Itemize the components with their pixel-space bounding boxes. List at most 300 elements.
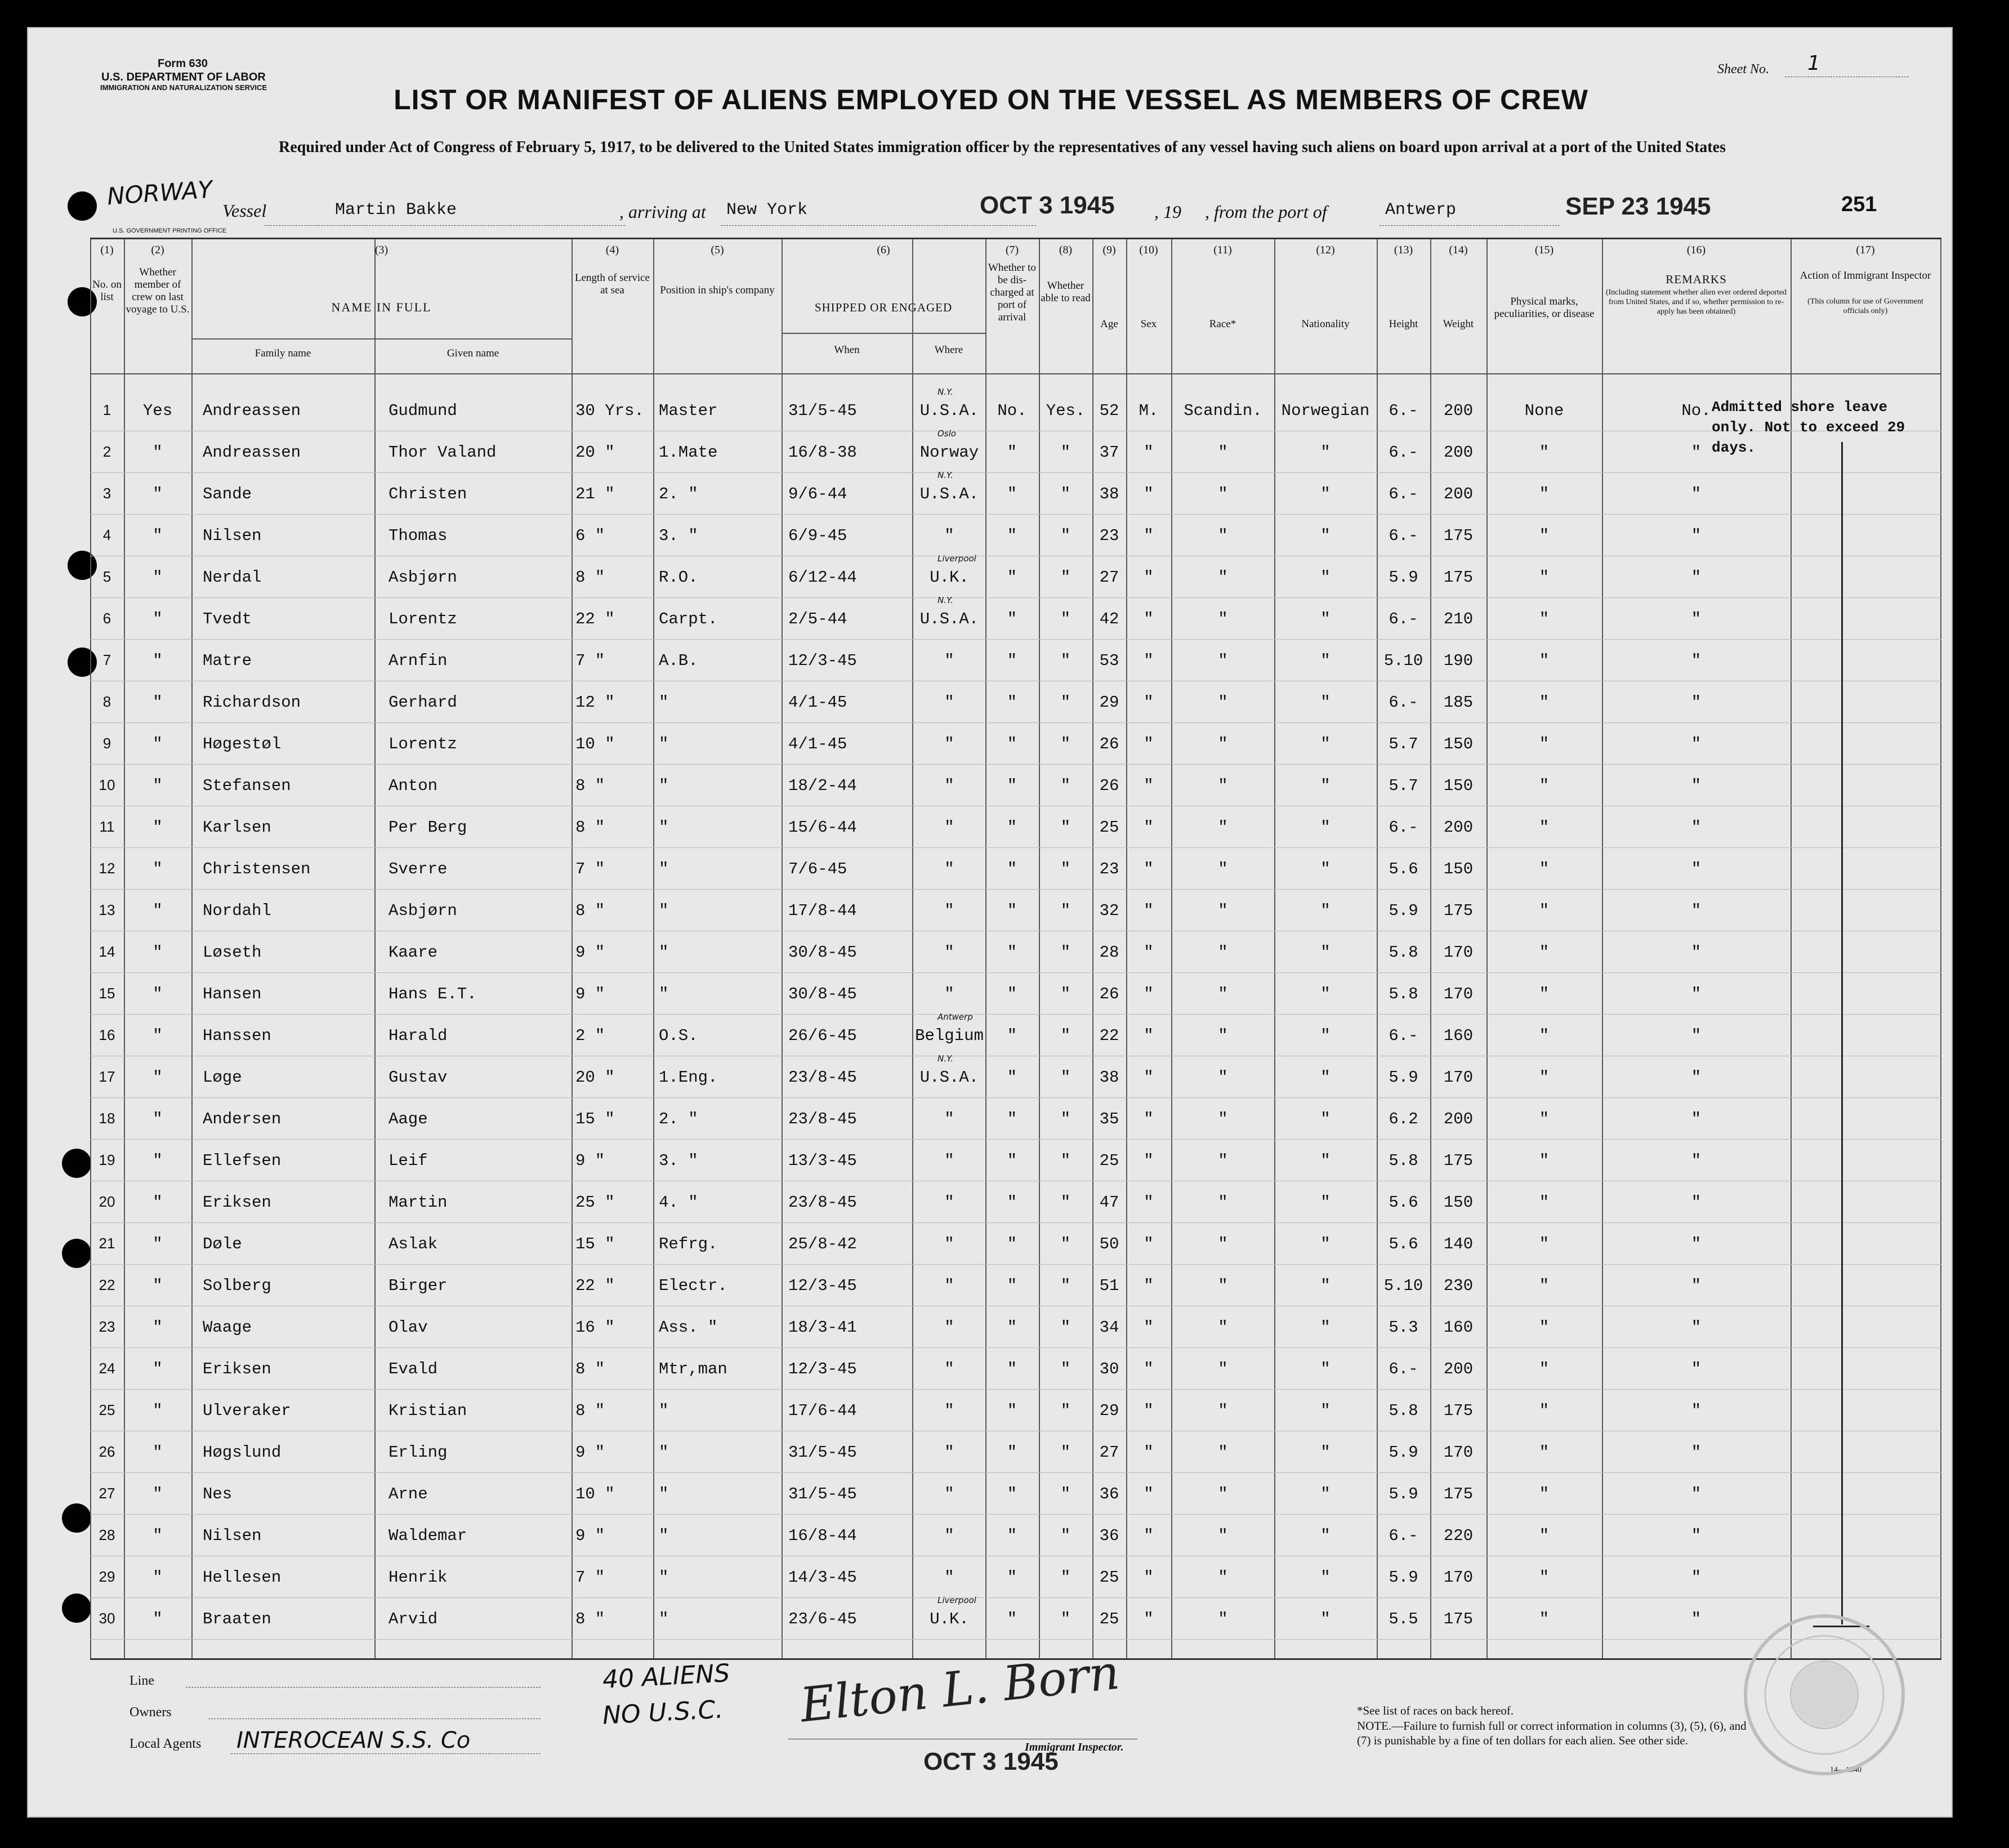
cell-when: 23/8-45 bbox=[788, 1110, 857, 1128]
cell-marks: " bbox=[1539, 943, 1550, 962]
form-code: 14—1340 bbox=[1830, 1766, 1861, 1774]
cell-discharged: " bbox=[1007, 1568, 1017, 1587]
cell-where: " bbox=[944, 1443, 954, 1462]
arrival-date-stamp: OCT 3 1945 bbox=[980, 191, 1115, 219]
cell-remarks: " bbox=[1691, 651, 1702, 670]
cell-given: Evald bbox=[389, 1360, 438, 1378]
cell-read: " bbox=[1060, 1110, 1071, 1128]
cell-no: 25 bbox=[99, 1401, 115, 1418]
cell-discharged: " bbox=[1007, 485, 1017, 503]
cell-discharged: " bbox=[1007, 1401, 1017, 1420]
aliens-count-note: 40 ALIENS bbox=[601, 1659, 731, 1694]
cell-given: Thomas bbox=[389, 526, 448, 545]
cell-read: " bbox=[1060, 1526, 1071, 1545]
header-position: Position in ship's company bbox=[660, 284, 775, 296]
cell-height: 6.- bbox=[1389, 1026, 1418, 1045]
cell-sex: " bbox=[1144, 1610, 1154, 1628]
cell-member: " bbox=[153, 1485, 163, 1503]
cell-read: " bbox=[1060, 776, 1071, 795]
vessel-name: Martin Bakke bbox=[335, 200, 457, 220]
shipped-header-rule bbox=[782, 333, 985, 334]
cell-remarks: " bbox=[1691, 1110, 1702, 1128]
table-row bbox=[90, 1054, 1941, 1100]
cell-sex: " bbox=[1144, 1151, 1154, 1170]
arrival-underline bbox=[721, 225, 1036, 226]
cell-sex: " bbox=[1144, 985, 1154, 1003]
cell-sex: " bbox=[1144, 1110, 1154, 1128]
cell-age: 23 bbox=[1099, 526, 1119, 545]
cell-given: Kristian bbox=[389, 1401, 467, 1420]
cell-no: 19 bbox=[99, 1151, 115, 1168]
cell-weight: 210 bbox=[1443, 610, 1474, 628]
row-rule bbox=[90, 1639, 1941, 1640]
cell-read: " bbox=[1060, 860, 1071, 878]
inspector-action-note: Admitted shore leave only. Not to exceed 29 days. bbox=[1712, 399, 1905, 456]
header-able-read: Whether able to read bbox=[1041, 280, 1091, 304]
table-row bbox=[90, 1141, 1941, 1183]
cell-read: " bbox=[1060, 901, 1071, 920]
cell-service: 20 " bbox=[575, 1068, 615, 1087]
cell-service: 8 " bbox=[575, 568, 605, 587]
form-number: Form 630 bbox=[158, 57, 208, 70]
cell-race: " bbox=[1218, 1068, 1228, 1087]
cell-marks: " bbox=[1539, 860, 1550, 878]
cell-read: " bbox=[1060, 568, 1071, 587]
cell-sex: " bbox=[1144, 1568, 1154, 1587]
cell-service: 10 " bbox=[575, 735, 615, 753]
cell-race: " bbox=[1218, 1360, 1228, 1378]
cell-weight: 190 bbox=[1443, 651, 1474, 670]
cell-height: 5.6 bbox=[1389, 860, 1418, 878]
cell-member: " bbox=[153, 485, 163, 503]
cell-no: 18 bbox=[99, 1110, 115, 1127]
row-rule bbox=[90, 722, 1941, 723]
cell-no: 26 bbox=[99, 1443, 115, 1460]
cell-read: " bbox=[1060, 610, 1071, 628]
cell-height: 5.7 bbox=[1389, 735, 1418, 753]
cell-weight: 220 bbox=[1443, 1526, 1474, 1545]
cell-read: " bbox=[1060, 485, 1071, 503]
cell-weight: 185 bbox=[1443, 693, 1474, 712]
cell-when: 4/1-45 bbox=[788, 693, 847, 712]
cell-service: 9 " bbox=[575, 985, 605, 1003]
header-member-last-voyage: Whether member of crew on last voyage to U.S. bbox=[126, 266, 190, 315]
cell-race: " bbox=[1218, 1443, 1228, 1462]
cell-when: 6/12-44 bbox=[788, 568, 857, 587]
cell-marks: " bbox=[1539, 1485, 1550, 1503]
cell-service: 2 " bbox=[575, 1026, 605, 1045]
cell-no: 1 bbox=[102, 401, 111, 418]
cell-race: " bbox=[1218, 526, 1228, 545]
cell-race: " bbox=[1218, 568, 1228, 587]
table-row bbox=[90, 933, 1941, 975]
where-city-note: Oslo bbox=[937, 428, 956, 439]
cell-position: " bbox=[659, 1443, 669, 1462]
cell-where: " bbox=[944, 1151, 954, 1170]
cell-service: 16 " bbox=[575, 1318, 615, 1337]
cell-discharged: " bbox=[1007, 860, 1017, 878]
cell-read: " bbox=[1060, 651, 1071, 670]
owners-underline bbox=[208, 1718, 541, 1719]
cell-read: " bbox=[1060, 443, 1071, 462]
departure-date-stamp: SEP 23 1945 bbox=[1565, 193, 1711, 220]
row-rule bbox=[90, 1472, 1941, 1473]
cell-race: " bbox=[1218, 901, 1228, 920]
cell-read: " bbox=[1060, 1360, 1071, 1378]
cell-member: " bbox=[153, 1610, 163, 1628]
column-number: (14) bbox=[1449, 244, 1468, 256]
cell-height: 5.7 bbox=[1389, 776, 1418, 795]
cell-no: 22 bbox=[99, 1276, 115, 1293]
cell-marks: " bbox=[1539, 1360, 1550, 1378]
cell-height: 5.9 bbox=[1389, 568, 1418, 587]
cell-height: 6.2 bbox=[1389, 1110, 1418, 1128]
cell-discharged: " bbox=[1007, 693, 1017, 712]
cell-position: " bbox=[659, 735, 669, 753]
cell-service: 8 " bbox=[575, 901, 605, 920]
row-rule bbox=[90, 1389, 1941, 1390]
cell-marks: " bbox=[1539, 1568, 1550, 1587]
page-number: 251 bbox=[1841, 193, 1877, 216]
cell-race: " bbox=[1218, 818, 1228, 837]
cell-given: Gudmund bbox=[389, 401, 457, 420]
cell-nationality: " bbox=[1320, 901, 1331, 920]
cell-race: " bbox=[1218, 1401, 1228, 1420]
cell-no: 11 bbox=[99, 818, 115, 835]
cell-position: 3. " bbox=[659, 526, 698, 545]
cell-when: 13/3-45 bbox=[788, 1151, 857, 1170]
cell-nationality: " bbox=[1320, 943, 1331, 962]
cell-sex: " bbox=[1144, 818, 1154, 837]
cell-where: U.S.A. bbox=[919, 485, 979, 503]
cell-height: 6.- bbox=[1389, 1360, 1418, 1378]
cell-discharged: " bbox=[1007, 1610, 1017, 1628]
row-rule bbox=[90, 1347, 1941, 1348]
row-rule bbox=[90, 1514, 1941, 1515]
table-row bbox=[90, 387, 1941, 433]
cell-height: 5.9 bbox=[1389, 1485, 1418, 1503]
cell-position: Refrg. bbox=[659, 1235, 718, 1253]
cell-race: " bbox=[1218, 485, 1228, 503]
cell-age: 35 bbox=[1099, 1110, 1119, 1128]
cell-no: 6 bbox=[102, 610, 111, 627]
header-physical-marks: Physical marks, peculiarities, or disease bbox=[1494, 296, 1595, 320]
departure-port: Antwerp bbox=[1385, 200, 1457, 220]
cell-age: 38 bbox=[1099, 485, 1119, 503]
cell-where: " bbox=[944, 1110, 954, 1128]
cell-family: Hellesen bbox=[203, 1568, 282, 1587]
cell-race: " bbox=[1218, 1235, 1228, 1253]
cell-service: 8 " bbox=[575, 818, 605, 837]
cell-discharged: " bbox=[1007, 1485, 1017, 1503]
cell-remarks: " bbox=[1691, 1235, 1702, 1253]
cell-discharged: " bbox=[1007, 1068, 1017, 1087]
column-number: (17) bbox=[1856, 244, 1875, 256]
cell-race: " bbox=[1218, 943, 1228, 962]
cell-no: 8 bbox=[102, 693, 111, 710]
cell-age: 26 bbox=[1099, 776, 1119, 795]
cell-discharged: " bbox=[1007, 943, 1017, 962]
cell-nationality: " bbox=[1320, 735, 1331, 753]
cell-remarks: " bbox=[1691, 485, 1702, 503]
cell-weight: 160 bbox=[1443, 1026, 1474, 1045]
cell-age: 27 bbox=[1099, 1443, 1119, 1462]
document-subtitle: Required under Act of Congress of February 5, 1917, to be delivered to the United States immigration officer by the representatives of any vessel having such aliens on board upon arrival at a port of the United States bbox=[279, 139, 1726, 156]
inspector-action-line bbox=[1841, 442, 1843, 1624]
embossed-seal bbox=[1734, 1605, 1914, 1785]
cell-where: " bbox=[944, 1235, 954, 1253]
cell-when: 26/6-45 bbox=[788, 1026, 857, 1045]
cell-position: 4. " bbox=[659, 1193, 698, 1212]
cell-marks: " bbox=[1539, 818, 1550, 837]
table-row bbox=[90, 470, 1941, 516]
cell-remarks: " bbox=[1691, 610, 1702, 628]
cell-nationality: " bbox=[1320, 776, 1331, 795]
cell-member: " bbox=[153, 1193, 163, 1212]
cell-service: 12 " bbox=[575, 693, 615, 712]
cell-discharged: " bbox=[1007, 1318, 1017, 1337]
cell-no: 21 bbox=[99, 1235, 115, 1252]
cell-where: " bbox=[944, 985, 954, 1003]
table-row bbox=[90, 850, 1941, 891]
row-rule bbox=[90, 1597, 1941, 1598]
cell-height: 5.9 bbox=[1389, 1568, 1418, 1587]
row-rule bbox=[90, 764, 1941, 765]
cell-sex: " bbox=[1144, 693, 1154, 712]
punch-hole bbox=[62, 1503, 91, 1533]
cell-member: " bbox=[153, 818, 163, 837]
cell-where: " bbox=[944, 1276, 954, 1295]
cell-height: 5.10 bbox=[1383, 1276, 1423, 1295]
cell-given: Lorentz bbox=[389, 735, 457, 753]
table-row bbox=[90, 1595, 1941, 1641]
header-race: Race* bbox=[1209, 318, 1236, 330]
cell-race: " bbox=[1218, 1485, 1228, 1503]
cell-when: 31/5-45 bbox=[788, 401, 857, 420]
cell-age: 26 bbox=[1099, 985, 1119, 1003]
cell-nationality: " bbox=[1320, 860, 1331, 878]
cell-weight: 175 bbox=[1443, 568, 1474, 587]
cell-remarks: " bbox=[1691, 985, 1702, 1003]
cell-race: " bbox=[1218, 1318, 1228, 1337]
cell-member: " bbox=[153, 901, 163, 920]
cell-family: Nes bbox=[203, 1485, 233, 1503]
cell-race: " bbox=[1218, 1026, 1228, 1045]
cell-remarks: " bbox=[1691, 1401, 1702, 1420]
cell-height: 5.6 bbox=[1389, 1235, 1418, 1253]
row-rule bbox=[90, 847, 1941, 848]
cell-marks: " bbox=[1539, 1068, 1550, 1087]
table-row bbox=[90, 1350, 1941, 1391]
header-discharged: Whether to be dis-charged at port of arrival bbox=[988, 262, 1036, 323]
header-when: When bbox=[834, 344, 860, 356]
country-note: NORWAY bbox=[106, 175, 213, 211]
cell-family: Stefansen bbox=[203, 776, 291, 795]
where-city-note: Liverpool bbox=[937, 1595, 976, 1605]
cell-family: Eriksen bbox=[203, 1360, 271, 1378]
cell-discharged: " bbox=[1007, 443, 1017, 462]
row-rule bbox=[90, 1139, 1941, 1140]
cell-given: Christen bbox=[389, 485, 467, 503]
cell-marks: " bbox=[1539, 526, 1550, 545]
cell-given: Waldemar bbox=[389, 1526, 467, 1545]
header-remarks-note: (Including statement whether alien ever ordered deported from United States, and if so, whether permission to re-apply has been obtained) bbox=[1605, 288, 1787, 316]
column-number: (8) bbox=[1059, 244, 1073, 256]
cell-age: 23 bbox=[1099, 860, 1119, 878]
cell-given: Kaare bbox=[389, 943, 438, 962]
cell-race: " bbox=[1218, 1276, 1228, 1295]
usc-note: NO U.S.C. bbox=[601, 1695, 724, 1730]
cell-where: " bbox=[944, 1526, 954, 1545]
cell-where: " bbox=[944, 1401, 954, 1420]
cell-family: Richardson bbox=[203, 693, 301, 712]
cell-given: Aslak bbox=[389, 1235, 438, 1253]
cell-nationality: " bbox=[1320, 1360, 1331, 1378]
cell-nationality: " bbox=[1320, 1026, 1331, 1045]
cell-family: Sande bbox=[203, 485, 252, 503]
row-rule bbox=[90, 1097, 1941, 1098]
cell-when: 17/8-44 bbox=[788, 901, 857, 920]
cell-family: Christensen bbox=[203, 860, 311, 878]
cell-read: " bbox=[1060, 693, 1071, 712]
cell-sex: " bbox=[1144, 1360, 1154, 1378]
cell-age: 36 bbox=[1099, 1485, 1119, 1503]
cell-no: 12 bbox=[99, 860, 115, 877]
cell-where: " bbox=[944, 526, 954, 545]
cell-nationality: " bbox=[1320, 1610, 1331, 1628]
penalty-note: NOTE.—Failure to furnish full or correct information in columns (3), (5), (6), and (7) is punishable by a fine of ten dollars for each alien. See other side. bbox=[1357, 1719, 1747, 1747]
printing-office: U.S. GOVERNMENT PRINTING OFFICE bbox=[113, 227, 227, 234]
cell-service: 22 " bbox=[575, 1276, 615, 1295]
cell-remarks: " bbox=[1691, 1485, 1702, 1503]
cell-discharged: " bbox=[1007, 1110, 1017, 1128]
cell-age: 50 bbox=[1099, 1235, 1119, 1253]
cell-age: 25 bbox=[1099, 1151, 1119, 1170]
cell-member: " bbox=[153, 943, 163, 962]
cell-family: Andersen bbox=[203, 1110, 282, 1128]
cell-nationality: " bbox=[1320, 1068, 1331, 1087]
column-number: (10) bbox=[1139, 244, 1158, 256]
cell-weight: 150 bbox=[1443, 776, 1474, 795]
cell-service: 7 " bbox=[575, 860, 605, 878]
cell-read: " bbox=[1060, 943, 1071, 962]
cell-height: 6.- bbox=[1389, 610, 1418, 628]
cell-weight: 160 bbox=[1443, 1318, 1474, 1337]
cell-sex: " bbox=[1144, 1235, 1154, 1253]
cell-age: 25 bbox=[1099, 1568, 1119, 1587]
cell-discharged: " bbox=[1007, 901, 1017, 920]
cell-read: " bbox=[1060, 1568, 1071, 1587]
punch-hole bbox=[68, 191, 97, 221]
cell-age: 30 bbox=[1099, 1360, 1119, 1378]
cell-read: " bbox=[1060, 1151, 1071, 1170]
cell-given: Olav bbox=[389, 1318, 428, 1337]
cell-discharged: " bbox=[1007, 610, 1017, 628]
service-name: IMMIGRATION AND NATURALIZATION SERVICE bbox=[100, 83, 267, 92]
cell-nationality: " bbox=[1320, 693, 1331, 712]
cell-weight: 175 bbox=[1443, 1151, 1474, 1170]
column-number: (5) bbox=[711, 244, 724, 256]
cell-when: 9/6-44 bbox=[788, 485, 847, 503]
cell-member: " bbox=[153, 1235, 163, 1253]
column-number: (2) bbox=[151, 244, 164, 256]
table-row bbox=[90, 1225, 1941, 1266]
cell-service: 20 " bbox=[575, 443, 615, 462]
row-rule bbox=[90, 1222, 1941, 1223]
punch-hole bbox=[62, 1149, 91, 1178]
cell-member: " bbox=[153, 526, 163, 545]
cell-remarks: " bbox=[1691, 1151, 1702, 1170]
cell-nationality: " bbox=[1320, 1235, 1331, 1253]
header-given-name: Given name bbox=[447, 347, 499, 359]
cell-marks: " bbox=[1539, 1276, 1550, 1295]
cell-marks: " bbox=[1539, 1193, 1550, 1212]
cell-where: " bbox=[944, 818, 954, 837]
cell-marks: " bbox=[1539, 1151, 1550, 1170]
header-sex: Sex bbox=[1140, 318, 1157, 330]
cell-weight: 175 bbox=[1443, 1401, 1474, 1420]
cell-nationality: " bbox=[1320, 568, 1331, 587]
table-row bbox=[90, 766, 1941, 808]
year-label: , 19 bbox=[1154, 202, 1181, 222]
table-row bbox=[90, 1266, 1941, 1308]
cell-given: Gustav bbox=[389, 1068, 448, 1087]
cell-remarks: " bbox=[1691, 735, 1702, 753]
table-row bbox=[90, 683, 1941, 725]
cell-marks: " bbox=[1539, 485, 1550, 503]
inspector-label: Immigrant Inspector. bbox=[1025, 1741, 1124, 1753]
cell-where: " bbox=[944, 693, 954, 712]
header-age: Age bbox=[1100, 318, 1118, 330]
cell-where: " bbox=[944, 1485, 954, 1503]
table-row bbox=[90, 891, 1941, 933]
cell-age: 42 bbox=[1099, 610, 1119, 628]
from-port-label: , from the port of bbox=[1205, 202, 1327, 222]
cell-no: 28 bbox=[99, 1526, 115, 1543]
cell-marks: " bbox=[1539, 901, 1550, 920]
cell-age: 25 bbox=[1099, 818, 1119, 837]
table-row bbox=[90, 516, 1941, 558]
column-number: (12) bbox=[1316, 244, 1335, 256]
cell-height: 6.- bbox=[1389, 401, 1418, 420]
row-rule bbox=[90, 597, 1941, 598]
where-city-note: N.Y. bbox=[937, 595, 953, 605]
cell-remarks: " bbox=[1691, 1360, 1702, 1378]
cell-weight: 170 bbox=[1443, 1443, 1474, 1462]
cell-member: " bbox=[153, 776, 163, 795]
cell-race: " bbox=[1218, 443, 1228, 462]
departure-underline bbox=[1379, 225, 1560, 226]
cell-remarks: " bbox=[1691, 443, 1702, 462]
cell-remarks: " bbox=[1691, 860, 1702, 878]
cell-member: " bbox=[153, 1026, 163, 1045]
cell-race: " bbox=[1218, 651, 1228, 670]
cell-when: 14/3-45 bbox=[788, 1568, 857, 1587]
cell-service: 21 " bbox=[575, 485, 615, 503]
cell-marks: " bbox=[1539, 693, 1550, 712]
cell-member: " bbox=[153, 443, 163, 462]
cell-discharged: " bbox=[1007, 1360, 1017, 1378]
cell-when: 15/6-44 bbox=[788, 818, 857, 837]
line-label: Line bbox=[130, 1673, 154, 1688]
header-length-service: Length of service at sea bbox=[575, 272, 650, 296]
cell-given: Aage bbox=[389, 1110, 428, 1128]
cell-nationality: " bbox=[1320, 651, 1331, 670]
vessel-label: Vessel bbox=[222, 200, 267, 221]
cell-read: " bbox=[1060, 1276, 1071, 1295]
cell-sex: " bbox=[1144, 1485, 1154, 1503]
cell-position: " bbox=[659, 943, 669, 962]
